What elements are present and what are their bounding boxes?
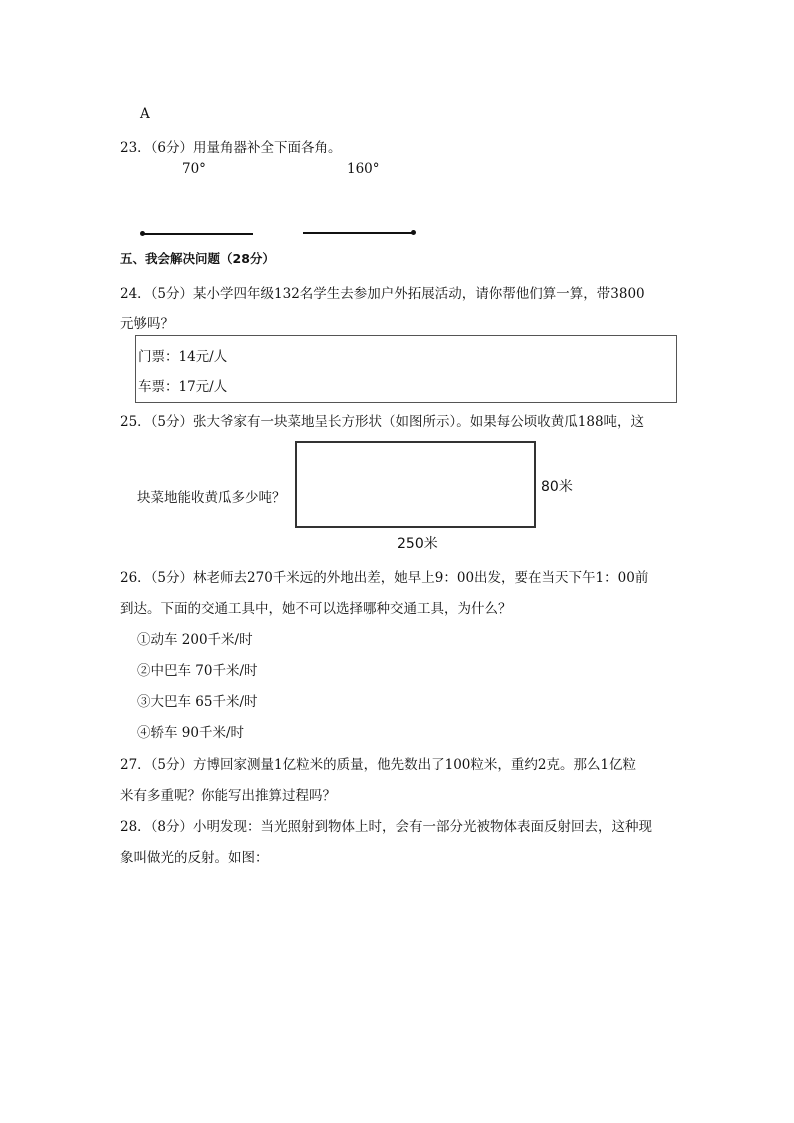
- question-28-line-1: 28．（8分）小明发现：当光照射到物体上时，会有一部分光被物体表面反射回去，这种现: [120, 819, 653, 835]
- angle-label-70: 70°: [182, 161, 206, 177]
- rectangle-width-label: 250米: [397, 536, 438, 552]
- question-26-line-2: 到达。下面的交通工具中，她不可以选择哪种交通工具，为什么？: [120, 601, 512, 617]
- angle-label-160: 160°: [347, 161, 380, 177]
- section-title: 五、我会解决问题（28分）: [120, 251, 275, 266]
- angle-vertex-2: [411, 230, 416, 235]
- question-26-line-1: 26．（5分）林老师去270千米远的外地出差，她早上9：00出发，要在当天下午1：00前: [120, 570, 649, 586]
- price-table: [135, 335, 677, 403]
- rectangle-height-label: 80米: [541, 479, 573, 495]
- option-item: ③大巴车 65千米/时: [137, 694, 258, 710]
- question-24-line-1: 24．（5分）某小学四年级132名学生去参加户外拓展活动，请你帮他们算一算，带3800: [120, 286, 645, 302]
- angle-base-line-2: [303, 232, 414, 234]
- question-27-line-2: 米有多重呢？你能写出推算过程吗？: [120, 788, 336, 804]
- field-rectangle: [295, 441, 536, 528]
- question-27-line-1: 27．（5分）方博回家测量1亿粒米的质量，他先数出了100粒米，重约2克。那么1亿粒: [120, 757, 637, 773]
- question-24-line-2: 元够吗？: [120, 316, 174, 332]
- price-ticket: 门票：14元/人: [138, 349, 228, 365]
- question-25-line-2: 块菜地能收黄瓜多少吨？: [137, 490, 286, 506]
- question-23-text: 23．（6分）用量角器补全下面各角。: [120, 140, 342, 156]
- option-item: ②中巴车 70千米/时: [137, 663, 258, 679]
- option-item: ④轿车 90千米/时: [137, 725, 245, 741]
- angle-base-line-1: [142, 233, 253, 235]
- point-label-a: A: [140, 106, 150, 122]
- question-25-line-1: 25．（5分）张大爷家有一块菜地呈长方形状（如图所示）。如果每公顷收黄瓜188吨，这: [120, 414, 645, 430]
- option-item: ①动车 200千米/时: [137, 632, 253, 648]
- price-bus: 车票：17元/人: [138, 379, 228, 395]
- question-28-line-2: 象叫做光的反射。如图：: [120, 850, 269, 866]
